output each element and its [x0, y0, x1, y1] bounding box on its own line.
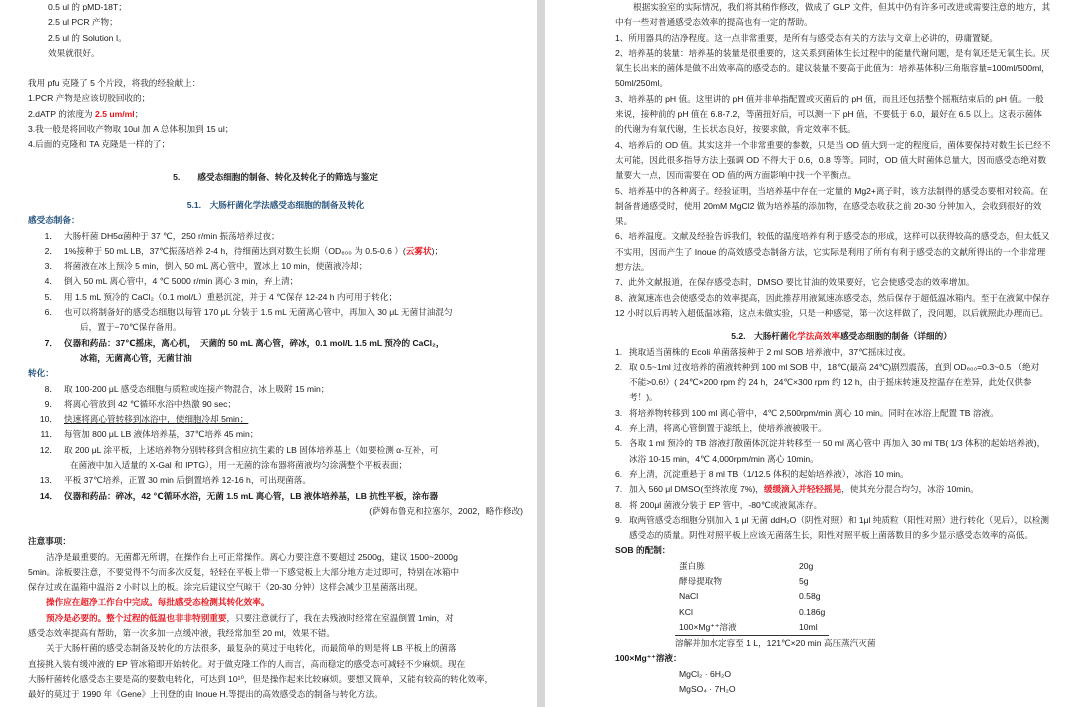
detail-step: 9. 取两管感受态细胞分别加入 1 μl 无菌 ddH₂O（阴性对照）和 1μl 纯质粒（阳性对照）进行转化（见后），以检测: [615, 514, 1050, 525]
tip-line: 6、培养温度。文献及经验告诉我们，较低的温度培养有利于感受态的形成，这样可以获得较高的感受态，但太低又: [615, 231, 1050, 242]
tip-line: 制备普通感受时，使用 20mM MgCl2 做为培养基的添加物，在感受态收获之前 20-30 分钟加入，会收到很好的效: [615, 200, 1042, 211]
note-line: 保存过或在温箱中温浴 2 小时以上的板。涂完后建议空气晾干（20-30 分钟）这样会减少卫星菌落出现。: [28, 582, 423, 593]
top-line: 2.5 ul PCR 产物；: [48, 17, 118, 28]
transform-step: 8． 取 100-200 μL 感受态细胞与质粒或连接产物混合，冰上吸附 15 min；: [44, 383, 330, 394]
citation: (萨姆布鲁克和拉塞尔，2002，略作修改): [369, 505, 523, 516]
transform-step: 11． 每管加 800 μL LB 液体培养基，37℃培养 45 min；: [40, 429, 259, 440]
table-row: [675, 574, 829, 589]
mg-item: MgCl₂ · 6H₂O: [679, 668, 732, 679]
detail-step: 6. 弃上清，沉淀重悬于 8 ml TB（1/12.5 体积的起始培养液），冰浴 10 min。: [615, 468, 909, 479]
detail-step-continued: 感受态的质量。阴性对照平板上应该无菌落生长，阳性对照平板上菌落数目的多少显示感受态效率的高低。: [629, 530, 1033, 541]
tip-line: 量要大一点，因而需要在 OD 值的两方面影响中找一个平衡点。: [615, 170, 857, 181]
transform-step: 12． 取 200 μL 涂平板，上述培养物分别转移到含相应抗生素的 LB 固体培养基上（如要检测 α-互补，可: [39, 444, 439, 455]
note-line: 关于大肠杆菌的感受态制备及转化的方法很多，最复杂的莫过于电转化，而最简单的则是将 LB 平板上的菌落: [46, 643, 457, 654]
notes-title: 注意事项：: [28, 536, 71, 547]
table-cell: 0.186g: [799, 606, 826, 617]
table-cell: 蛋白胨: [679, 560, 705, 571]
transform-step: 13． 平板 37℃培养，正置 30 min 后倒置培养 12-16 h，可出现菌落。: [39, 475, 311, 486]
note-warning: 操作应在超净工作台中完成。每批感受态检测其转化效率。: [46, 597, 270, 608]
table-row: [675, 589, 829, 604]
prep-step: 6． 也可以将制备好的感受态细胞以每管 170 μL 分装于 1.5 mL 无菌离心管中，再加入 30 μL 无菌甘油混匀: [44, 307, 453, 318]
detail-step: 2. 取 0.5~1ml 过夜培养的菌液转种到 100 ml SOB 中，18℃(最高 24℃)剧烈震荡，直到 OD₆₀₀=0.3~0.5 （绝对: [615, 361, 1040, 372]
table-cell: 5g: [799, 575, 809, 586]
table-row: [675, 605, 829, 620]
pfu-tip: 3.我一般是将回收产物取 10ul 加 A 总体积加到 15 ul；: [28, 124, 234, 135]
tip-line: 果。: [615, 216, 633, 227]
tip-line: 来说，接种前的 pH 值在 6.8-7.2，等菌扭好后，可以测一下 pH 值，不要低于 6.0，最好在 6.5 以上。这表示菌体: [615, 109, 1042, 120]
detail-step: 3. 将培养物转移到 100 ml 离心管中，4℃ 2,500rpm/min 离心 10 min。同时在冰浴上配置 TB 溶液。: [615, 407, 999, 418]
prep-step-continued: 冰箱，无菌离心管，无菌甘油: [80, 352, 192, 363]
table-cell: 0.58g: [799, 591, 821, 602]
table-cell: NaCl: [679, 591, 699, 602]
pfu-tip: 1.PCR 产物是应该切胶回收的；: [28, 93, 151, 104]
table-row: [675, 559, 829, 574]
transform-step: 10． 快速将离心管转移到冰浴中，使细胞冷却 5min；: [39, 414, 249, 425]
tip-line: 7、此外文献报道，在保存感受态时，DMSO 要比甘油的效果要好，它会使感受态的效率增加。: [615, 277, 975, 288]
mg-title: 100×Mg⁺⁺溶液：: [615, 653, 682, 664]
table-cell: 酵母提取物: [679, 575, 722, 586]
prep-step: 4． 倒入 50 mL 离心管中，4 ℃ 5000 r/min 离心 3 min，弃上清；: [44, 276, 299, 287]
left-top-lines: [28, 0, 523, 61]
note-line: 大肠杆菌转化感受态主要是高的要数电转化，可达到 10¹⁰，但是操作起来比较麻烦。要想又简单，又能有较高的转化效率，: [28, 673, 494, 684]
tip-line: 的代谢为有氧代谢，生长状态良好，按要求做，肯定效率不低。: [615, 124, 856, 135]
tip-line: 50ml/250ml。: [615, 78, 669, 89]
subsection-heading: 5.2. 大肠杆菌化学法高效率感受态细胞的制备（详细的）: [731, 331, 952, 342]
prep-title: 感受态制备：: [28, 215, 80, 226]
tip-line: 5、培养基中的各种离子。经验证明，当培养基中存在一定量的 Mg2+离子时，该方法制得的感受态要相对较高。在: [615, 185, 1048, 196]
transform-title: 转化：: [28, 368, 54, 379]
tip-line: 氧生长出来的菌体是做不出效率高的感受态的。建议装量不要高于此值为：培养基体积/三角瓶容量=100ml/500ml，: [615, 63, 1050, 74]
sob-table: [675, 559, 829, 636]
table-cell: KCl: [679, 606, 693, 617]
detail-step: 4. 弃上清，将离心管倒置于滤纸上，使培养液被吸干。: [615, 423, 827, 434]
detail-step-continued: 冰浴 10-15 min，4℃ 4,000rpm/min 离心 10min。: [629, 453, 819, 464]
right-page: [545, 0, 1080, 707]
transform-step-continued: 在菌液中加入适量的 X-Gal 和 IPTG），用一无菌的涂布器将菌液均匀涂满整个平板表面；: [70, 460, 408, 471]
pfu-intro: 我用 pfu 克隆了 5 个片段，将我的经验献上：: [28, 78, 201, 89]
tip-line: 1、所用器具的洁净程度。这一点非常重要，是所有与感受态有关的方法与文章上必讲的，毋庸置疑。: [615, 32, 998, 43]
detail-step: 7. 加入 560 μl DMSO(至终浓度 7%)， 缓缓滴入并轻轻摇晃 ，使其充分混合均匀，冰浴 10min。: [615, 484, 979, 495]
transform-step: 9． 将离心管放到 42 ℃循环水浴中热激 90 sec；: [44, 398, 237, 409]
note-line: 预冷是必要的。整个过程的低温也非非特别重要，只要注意就行了，我在去残液时经常在室温倒置 1min，对: [46, 612, 454, 623]
pfu-tip: 2.dATP 的浓度为 2.5 um/ml；: [28, 108, 144, 119]
subsection-heading: 5.1. 大肠杆菌化学法感受态细胞的制备及转化: [186, 199, 365, 210]
prep-step-continued: 后，置于−70℃保存备用。: [80, 322, 182, 333]
sob-note: 溶解并加水定容至 1 L，121℃×20 min 高压蒸汽灭菌: [675, 638, 876, 649]
detail-step: 8. 将 200μl 菌液分装于 EP 管中，-80℃或液氮冻存。: [615, 499, 823, 510]
tip-line: 不实用，因而产生了 Inoue 的高效感受态制备方法，它实际是利用了所有有利于感受态的文献所得出的一个非常理: [615, 246, 1046, 257]
intro-line: 中有一些对普通感受态效率的提高也有一定的帮助。: [615, 17, 813, 28]
top-line: 2.5 ul 的 Solution I。: [48, 32, 127, 43]
note-line: 5min。涂板要注意，不要觉得不匀而多次反复，轻轻在平板上带一下感觉板上大部分地方走过即可，特别在冰箱中: [28, 566, 460, 577]
table-cell: 10ml: [795, 620, 829, 636]
detail-step: 1. 挑取适当菌株的 Ecoli 单菌落接种于 2 ml SOB 培养液中，37℃摇床过夜。: [615, 346, 911, 357]
prep-step: 5． 用 1.5 mL 预冷的 CaCl₂（0.1 mol/L）重悬沉淀，并于 4 ℃保存 12-24 h 内可用于转化；: [44, 291, 398, 302]
tip-line: 8、液氮速冻也会使感受态的效率提高，因此推荐用液氮速冻感受态，然后保存于超低温冰箱内。至于在液氮中保存: [615, 292, 1050, 303]
tip-line: 想方法。: [615, 262, 650, 273]
top-line: 效果就很好。: [48, 47, 100, 58]
tip-line: 3、培养基的 pH 值。这里讲的 pH 值并非单指配置或灭菌后的 pH 值，而且还包括整个摇瓶结束后的 pH 值。一般: [615, 93, 1044, 104]
prep-step-equipment: 7． 仪器和药品：37℃摇床，离心机， 天菌的 50 mL 离心管，碎冰，0.1 mol/L 1.5 mL 预冷的 CaCl₂，: [44, 337, 445, 348]
tip-line: 太可能，因此很多指导方法上强调 OD 不得大于 0.6，0.8 等等。同时，OD 值大时菌体总量大，因而感受态绝对数: [615, 154, 1047, 165]
tip-line: 12 小时以后再转入超低温冰箱，这点未做实验，只是一种感觉，第一次这样做了，没问题，以后就照此办理而已。: [615, 307, 1049, 318]
left-page: [0, 0, 537, 707]
intro-line: 根据实验室的实际情况，我们将其稍作修改，做成了 GLP 文件，但其中仍有许多可改进或需要注意的地方，其: [633, 2, 1051, 12]
detail-step-continued: 不能>0.6!）( 24℃×200 rpm 约 24 h，24℃×300 rpm 约 12 h，由于摇床转速及控温存在差异，此处仅供参: [629, 377, 1032, 388]
prep-step: 2． 1%接种于 50 mL LB，37℃振荡培养 2-4 h，待细菌达到对数生长期（OD₆₀₀ 为 0.5-0.6 ）( 云雾状 )；: [44, 245, 444, 256]
table-cell: 20g: [799, 560, 814, 571]
prep-step: 1． 大肠杆菌 DH5α菌种于 37 ℃，250 r/min 振荡培养过夜；: [44, 230, 280, 241]
transform-step-equipment: 14． 仪器和药品：碎冰，42 ℃循环水浴，无菌 1.5 mL 离心管，LB 液体培养基，LB 抗性平板，涂布器: [39, 490, 439, 501]
sob-title: SOB 的配制：: [615, 545, 671, 556]
detail-step: 5. 各取 1 ml 预冷的 TB 溶液打散菌体沉淀并转移至一 50 ml 离心管中 再加入 30 ml TB( 1/3 体积的起始培养液)，: [615, 438, 1046, 449]
pfu-tip: 4.后面的克隆和 TA 克隆是一样的了；: [28, 139, 171, 150]
page-gutter: [537, 0, 545, 707]
note-line: 直接挑入装有缓冲液的 EP 管冰箱即开始转化。对于做克隆工作的人而言，高而稳定的感受态可减轻不少麻烦。现在: [28, 658, 466, 669]
table-cell: 100×Mg⁺⁺溶液: [675, 620, 795, 636]
prep-step: 3． 将菌液在冰上预冷 5 min，倒入 50 mL 离心管中，置冰上 10 min，使菌液冷却；: [44, 261, 368, 272]
mg-item: MgSO₄ · 7H₂O: [679, 684, 736, 695]
top-line: 0.5 ul 的 pMD-18T；: [48, 2, 127, 12]
note-line: 感受态效率提高有帮助，第一次多加一点缓冲液，我经常加至 20 ml，效果不错。: [28, 627, 335, 638]
section-heading: 5. 感受态细胞的制备、转化及转化子的筛选与鉴定: [173, 171, 378, 182]
tip-line: 2、培养基的装量：培养基的装量是很重要的，这关系到菌体生长过程中的能量代谢问题，是有氧还是无氧生长。厌: [615, 47, 1050, 58]
detail-step-continued: 考！)。: [629, 392, 658, 403]
note-line: 洁净是最重要的。无菌都无所谓，在操作台上可正常操作。离心力要注意不要超过 2500g，建议 1500~2000g: [46, 551, 458, 562]
table-row: [675, 620, 829, 636]
tip-line: 4、培养后的 OD 值。其实这并一个非常重要的参数，只是当 OD 值大到一定的程度后，菌体要保持对数生长已经不: [615, 139, 1051, 150]
note-line: 最好的莫过于 1990 年《Gene》上刊登的由 Inoue H.等提出的高效感受态的制备与转化方法。: [28, 689, 383, 700]
